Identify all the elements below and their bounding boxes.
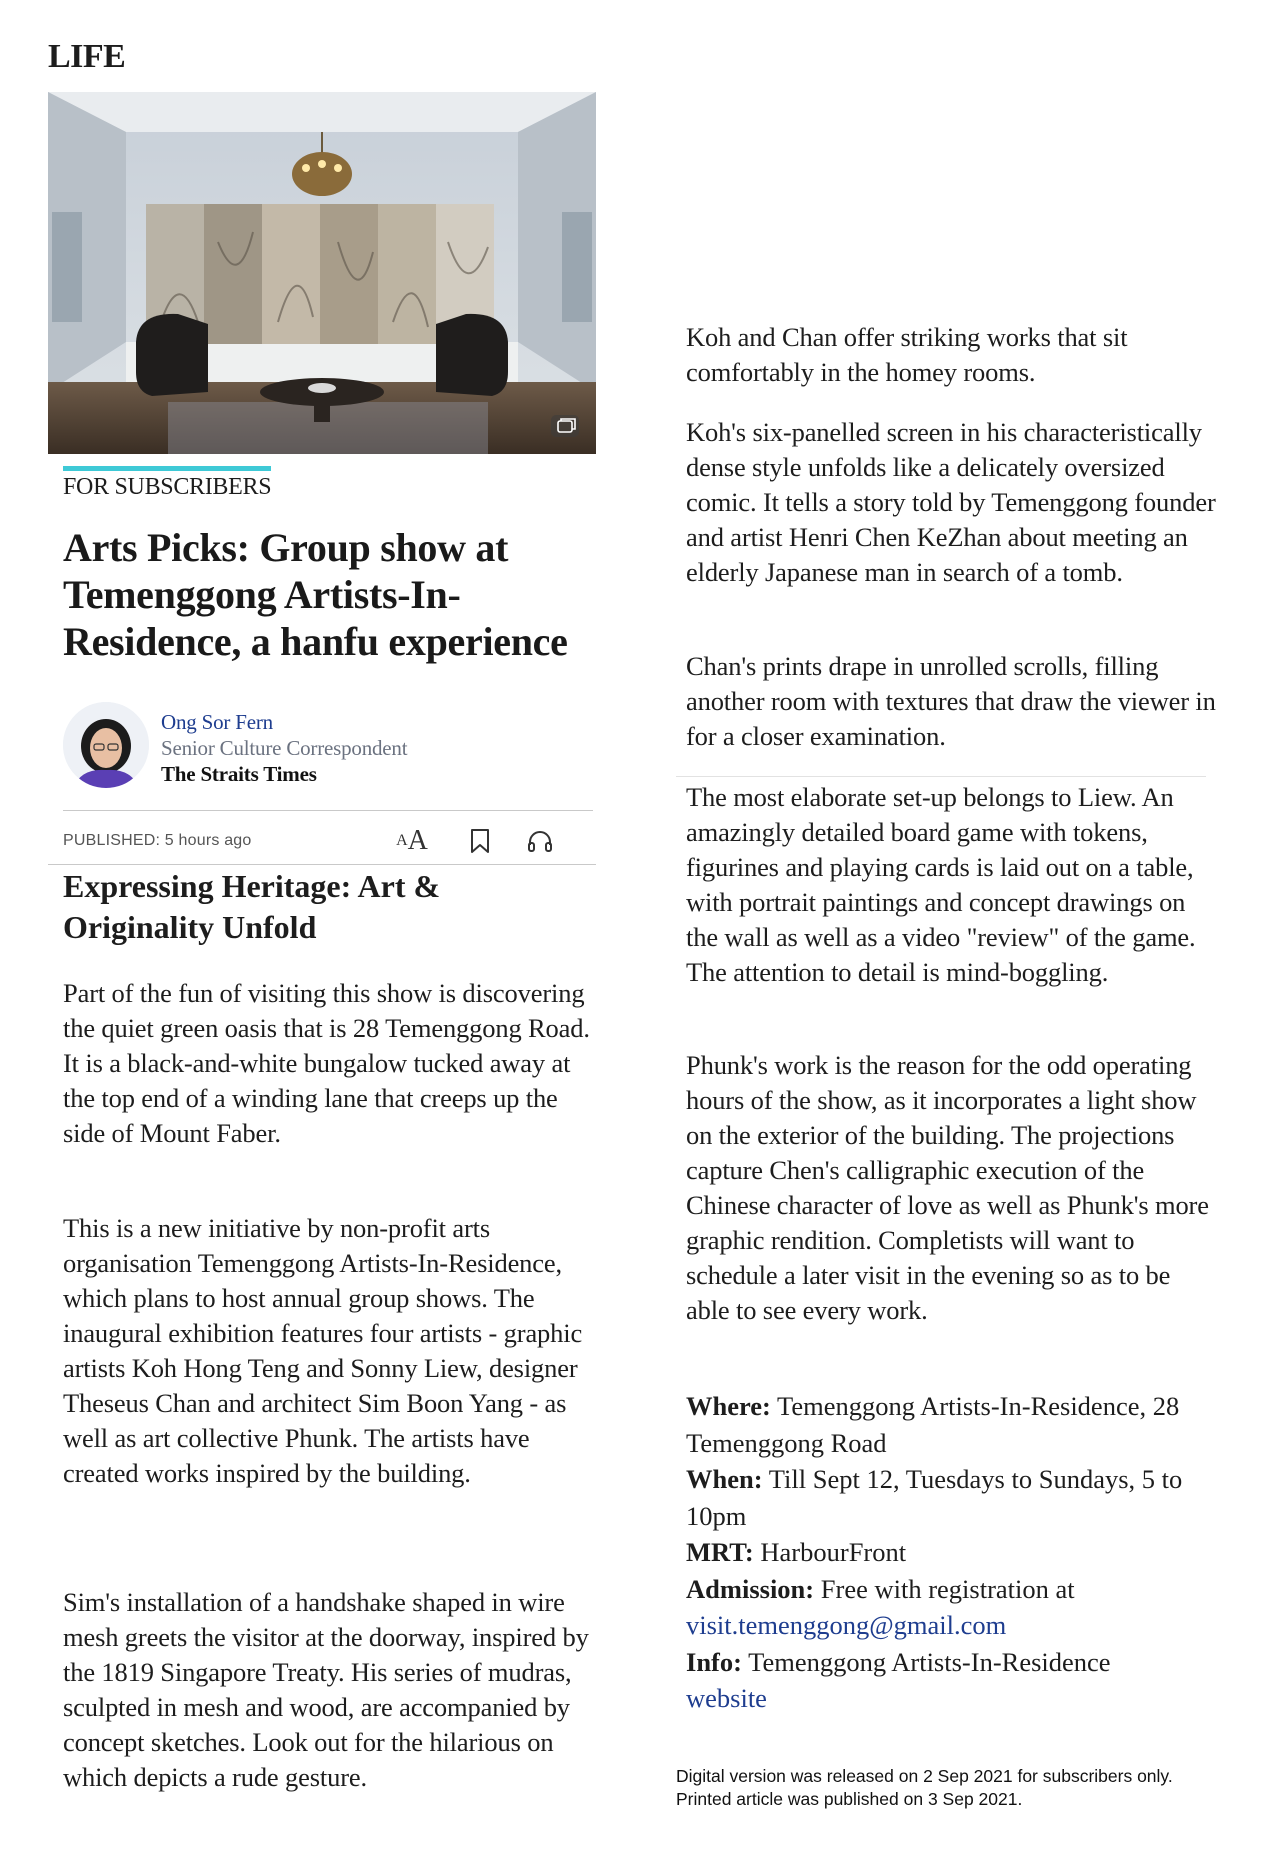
website-link[interactable]: website xyxy=(686,1683,767,1713)
body-paragraph: Part of the fun of visiting this show is discovering the quiet green oasis that is 28 Temenggong Road. It is a black-and-white bungalow tucked away at the top end of a winding lane that creeps up the side of Mount Faber. xyxy=(63,978,590,1148)
hero-image[interactable] xyxy=(48,92,596,454)
info-when-value: Till Sept 12, Tuesdays to Sundays, 5 to 10pm xyxy=(686,1464,1183,1531)
divider xyxy=(63,810,593,811)
body-paragraph: Koh and Chan offer striking works that sit comfortably in the homey rooms. xyxy=(686,322,1128,387)
article-headline: Arts Picks: Group show at Temenggong Artists-In-Residence, a hanfu experience xyxy=(63,525,568,664)
divider xyxy=(48,864,596,865)
article-subheading: Expressing Heritage: Art & Originality Unfold xyxy=(63,868,441,945)
text-size-icon[interactable]: A A xyxy=(396,825,428,856)
author-organisation: The Straits Times xyxy=(161,762,317,786)
section-label: LIFE xyxy=(48,38,126,75)
info-where-value: Temenggong Artists-In-Residence, 28 Temenggong Road xyxy=(686,1391,1180,1458)
info-mrt-value: HarbourFront xyxy=(760,1537,907,1567)
divider xyxy=(676,776,1206,777)
author-name[interactable]: Ong Sor Fern xyxy=(161,710,273,734)
info-mrt-label: MRT: xyxy=(686,1537,754,1567)
info-admission-value: Free with registration at xyxy=(820,1573,1075,1604)
info-info xyxy=(686,1644,1216,1681)
info-where-label: Where: xyxy=(686,1391,771,1421)
info-mrt xyxy=(686,1534,1216,1571)
subscriber-accent-bar xyxy=(63,466,271,471)
gallery-icon[interactable] xyxy=(550,414,580,438)
event-info xyxy=(686,1388,1216,1717)
author-avatar[interactable] xyxy=(63,702,149,788)
byline xyxy=(63,702,593,790)
info-when xyxy=(686,1461,1216,1534)
hero-photo xyxy=(48,92,596,454)
subscriber-label: FOR SUBSCRIBERS xyxy=(63,474,272,500)
author-role: Senior Culture Correspondent xyxy=(161,736,408,760)
footnote-line: Printed article was published on 3 Sep 2021. xyxy=(676,1789,1023,1809)
info-where xyxy=(686,1388,1216,1461)
admission-email-link[interactable]: visit.temenggong@gmail.com xyxy=(686,1610,1007,1640)
published-time: PUBLISHED: 5 hours ago xyxy=(63,832,252,849)
body-paragraph: Sim's installation of a handshake shaped in wire mesh greets the visitor at the doorway, inspired by the 1819 Singapore Treaty. His series of mudras, sculpted in mesh and wood, are accompanied by concept sketches. Look out for the hilarious on which depicts a rude gesture. xyxy=(63,1587,589,1792)
body-paragraph: Koh's six-panelled screen in his characteristically dense style unfolds like a delicately oversized comic. It tells a story told by Temenggong founder and artist Henri Chen KeZhan about meeting an elderly Japanese man in search of a tomb. xyxy=(686,417,1216,587)
body-paragraph: The most elaborate set-up belongs to Liew. An amazingly detailed board game with tokens, figurines and playing cards is laid out on a table, with portrait paintings and concept drawings on the wall as well as a video "review" of the game. The attention to detail is mind-boggling. xyxy=(686,782,1196,987)
info-admission-label: Admission: xyxy=(686,1573,815,1604)
info-admission xyxy=(686,1571,1216,1608)
release-footnote xyxy=(676,1765,1246,1811)
info-info-value: Temenggong Artists-In-Residence xyxy=(748,1646,1111,1677)
body-paragraph: This is a new initiative by non-profit arts organisation Temenggong Artists-In-Residence, which plans to host annual group shows. The inaugural exhibition features four artists - graphic artists Koh Hong Teng and Sonny Liew, designer Theseus Chan and architect Sim Boon Yang - as well as art collective Phunk. The artists have created works inspired by the building. xyxy=(63,1213,583,1488)
info-when-label: When: xyxy=(686,1464,763,1494)
bookmark-icon[interactable] xyxy=(463,824,497,858)
body-paragraph: Phunk's work is the reason for the odd operating hours of the show, as it incorporates a light show on the exterior of the building. The projections capture Chen's calligraphic execution of the Chinese character of love as well as Phunk's more graphic rendition. Completists will want to schedule a later visit in the evening so as to be able to see every work. xyxy=(686,1050,1209,1325)
info-info-label: Info: xyxy=(686,1646,742,1677)
headphones-icon[interactable] xyxy=(523,824,557,858)
footnote-line: Digital version was released on 2 Sep 2021 for subscribers only. xyxy=(676,1766,1173,1786)
body-paragraph: Chan's prints drape in unrolled scrolls, filling another room with textures that draw the viewer in for a closer examination. xyxy=(686,651,1216,751)
article-meta-row xyxy=(63,822,593,860)
